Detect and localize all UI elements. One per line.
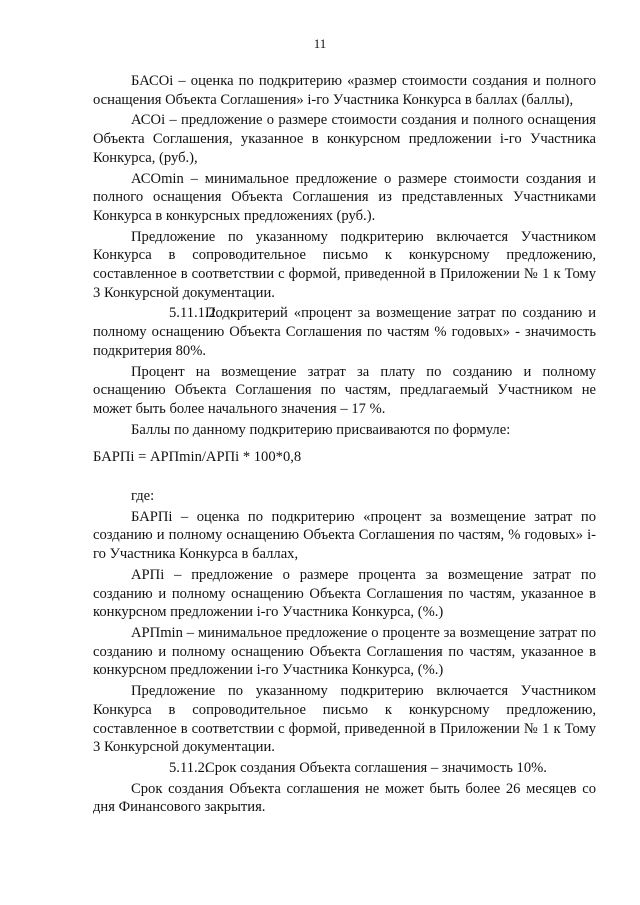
paragraph-aso-definition: АСОi – предложение о размере стоимости создания и полного оснащения Объекта Соглашения, указанное в конкурсном предложении i-го Участника Конкурса, (руб.), (93, 112, 596, 166)
document-body (93, 72, 596, 819)
paragraph-percent-limit: Процент на возмещение затрат за плату по созданию и полному оснащению Объекта Соглашения по частям, предлагаемый Участником не может быть более начального значения – 17 %. (93, 363, 596, 417)
paragraph-final: Срок создания Объекта соглашения не может быть более 26 месяцев со дня Финансового закрытия. (93, 780, 596, 816)
subcriterion-5-11-1-2 (93, 304, 596, 360)
where-label: где: (131, 488, 155, 505)
paragraph-inclusion-note-2: Предложение по указанному подкритерию включается Участником Конкурса в сопроводительное письмо к конкурсному предложению, составленное в соответствии с формой, приведенной в Приложении № 1 к Тому 3 Конкурсной документации. (93, 683, 596, 756)
paragraph-barp-definition: БАРПi – оценка по подкритерию «процент за возмещение затрат по созданию и полному оснащению Объекта Соглашения по частям, % годовых» i-го Участника Конкурса в баллах, (93, 508, 596, 563)
paragraph-inclusion-note-1: Предложение по указанному подкритерию включается Участником Конкурса в сопроводительное письмо к конкурсному предложению, составленное в соответствии с формой, приведенной в Приложении № 1 к Тому 3 Конкурсной документации. (93, 228, 596, 301)
criterion-5-11-2 (93, 759, 596, 778)
formula: БАРПi = АРПmin/АРПi * 100*0,8 (93, 449, 302, 466)
paragraph-arpmin-definition: АРПmin – минимальное предложение о проценте за возмещение затрат по созданию и полному оснащению Объекта Соглашения по частям, указанное в конкурсном предложении i-го Участника Конкурса, (%.) (93, 624, 596, 679)
paragraph-asomin-definition: АСОmin – минимальное предложение о размере стоимости создания и полного оснащения Объекта Соглашения из представленных Участниками Конкурса в конкурсных предложениях (руб.). (93, 170, 596, 224)
subcriterion-number: 5.11.1.2. (169, 305, 220, 322)
criterion-text: Срок создания Объекта соглашения – значимость 10%. (205, 759, 547, 776)
paragraph-arp-definition: АРПi – предложение о размере процента за возмещение затрат по созданию и полному оснащению Объекта Соглашения по частям, указанное в конкурсном предложении i-го Участника Конкурса, (%.) (93, 566, 596, 621)
paragraph-formula-intro: Баллы по данному подкритерию присваиваются по формуле: (131, 421, 511, 438)
subcriterion-text: Подкритерий «процент за возмещение затрат по созданию и полному оснащению Объекта Соглашения по частям % годовых» - значимость подкритерия 80%. (93, 305, 596, 359)
criterion-number: 5.11.2. (169, 759, 209, 776)
paragraph-baso-definition: БАСОi – оценка по подкритерию «размер стоимости создания и полного оснащения Объекта Соглашения» i-го Участника Конкурса в баллах (баллы), (93, 73, 596, 108)
page-number: 11 (313, 36, 327, 51)
